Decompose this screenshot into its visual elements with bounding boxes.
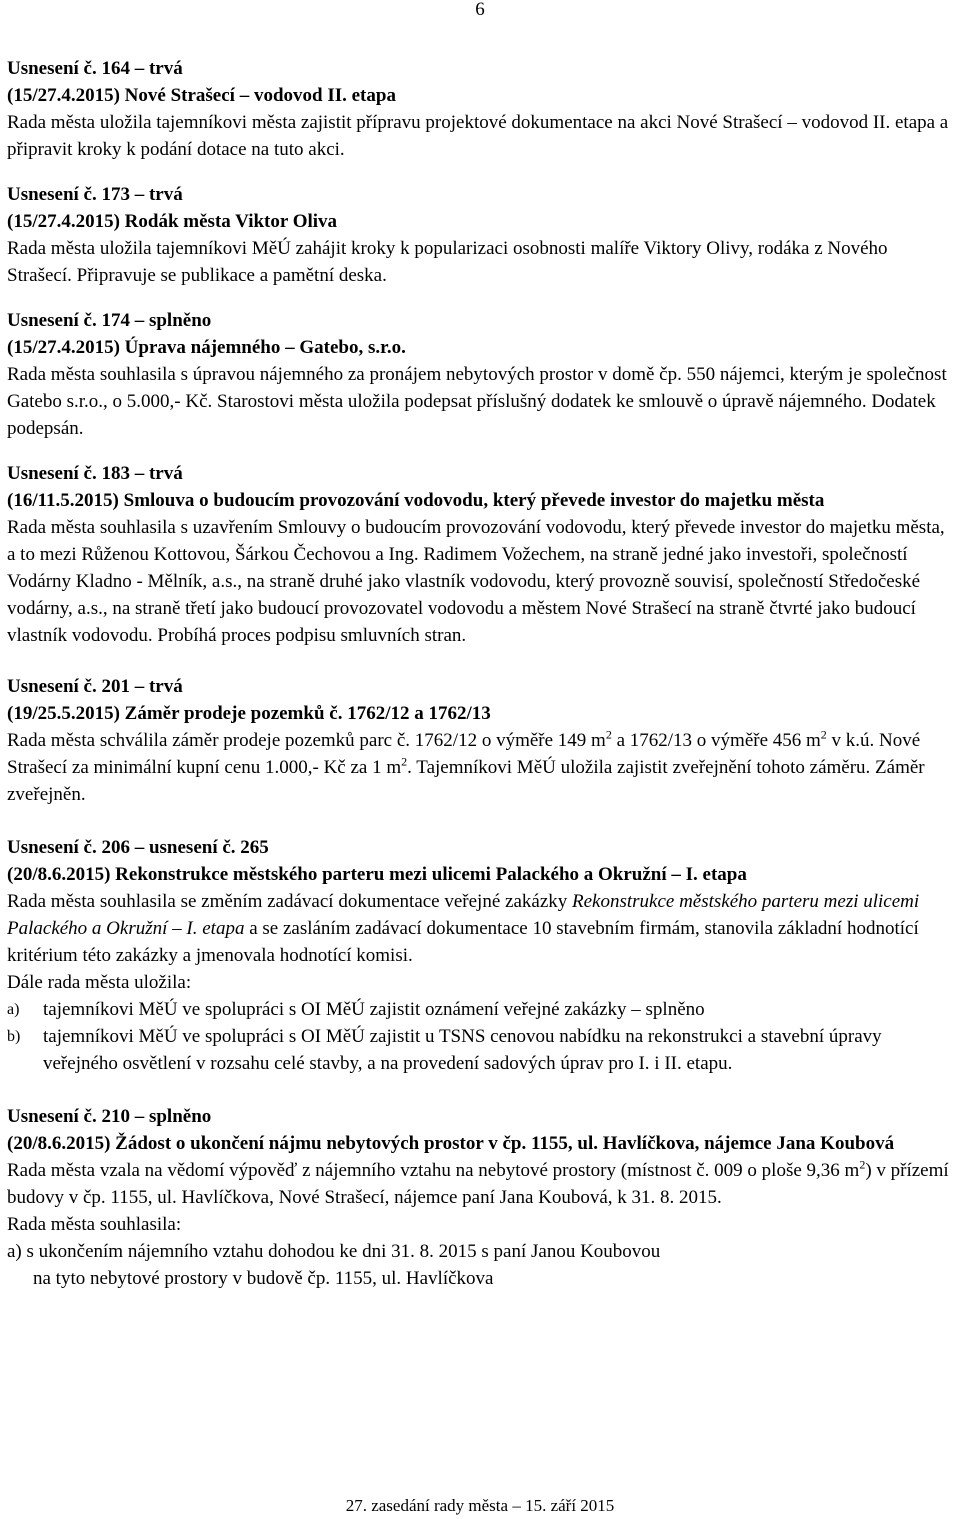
list-item: a) tajemníkovi MěÚ ve spolupráci s OI MěÚ zajistit oznámení veřejné zakázky – splněno (7, 999, 705, 1020)
resolution-heading: Usnesení č. 201 – trvá (7, 676, 183, 697)
resolution-heading: Usnesení č. 173 – trvá (7, 184, 183, 205)
resolution-183 (7, 460, 955, 649)
list-item: a) s ukončením nájemního vztahu dohodou ke dni 31. 8. 2015 s paní Janou Koubovou (7, 1241, 661, 1262)
resolution-text: Rada města vzala na vědomí výpověď z nájemního vztahu na nebytové prostory (místnost č. 009 o ploše 9,36 $m^2$) v přízemí budovy v čp. 1155, ul. Havlíčkova, Nové Strašecí, nájemce paní Jana Koubová, k 31. 8. 2015. (7, 1157, 949, 1208)
resolution-subject: (15/27.4.2015) Nové Strašecí – vodovod II. etapa (7, 85, 396, 106)
resolution-201 (7, 673, 955, 808)
resolution-subject: (15/27.4.2015) Úprava nájemného – Gatebo, s.r.o. (7, 337, 406, 358)
resolution-text: Rada města uložila tajemníkovi města zajistit přípravu projektové dokumentace na akci Nové Strašecí – vodovod II. etapa a připravit kroky k podání dotace na tuto akci. (7, 112, 949, 160)
resolution-text: Rada města uložila tajemníkovi MěÚ zahájit kroky k popularizaci osobnosti malíře Viktory Olivy, rodáka z Nového Strašecí. Připravuje se publikace a pamětní deska. (7, 238, 888, 286)
resolution-subject: (20/8.6.2015) Žádost o ukončení nájmu nebytových prostor v čp. 1155, ul. Havlíčkova, nájemce Jana Koubová (7, 1133, 895, 1154)
resolution-text: Rada města schválila záměr prodeje pozemků parc č. 1762/12 o výměře 149 $m^2$ a 1762/13 o výměře 456 $m^2$ v k.ú. Nové Strašecí za minimální kupní cenu 1.000,- Kč za 1 $m^2$. Tajemníkovi MěÚ uložila zajistit zveřejnění tohoto záměru. Záměr zveřejněn. (7, 727, 925, 805)
resolution-164 (7, 55, 955, 163)
resolution-text-continued: Rada města souhlasila: (7, 1214, 182, 1235)
resolution-subject: (15/27.4.2015) Rodák města Viktor Oliva (7, 211, 338, 232)
list-item-continued: na tyto nebytové prostory v budově čp. 1155, ul. Havlíčkova (33, 1268, 494, 1289)
resolution-subject: (19/25.5.2015) Záměr prodeje pozemků č. 1762/12 a 1762/13 (7, 703, 491, 724)
resolution-heading: Usnesení č. 210 – splněno (7, 1106, 212, 1127)
resolution-206 (7, 834, 955, 1077)
resolution-heading: Usnesení č. 164 – trvá (7, 58, 183, 79)
resolution-173 (7, 181, 955, 289)
task-list (7, 996, 955, 1077)
page-footer: 27. zasedání rady města – 15. září 2015 (345, 1496, 615, 1515)
resolution-text: Rada města souhlasila s úpravou nájemného za pronájem nebytových prostor v domě čp. 550 nájemci, kterým je společnost Gatebo s.r.o., o 5.000,- Kč. Starostovi města uložila podepsat příslušný dodatek ke smlouvě o úpravě nájemného. Dodatek podepsán. (7, 364, 947, 439)
resolution-heading: Usnesení č. 206 – usnesení č. 265 (7, 837, 269, 858)
resolution-subject: (16/11.5.2015) Smlouva o budoucím provozování vodovodu, který převede investor do majetku města (7, 490, 825, 511)
document-body (7, 55, 955, 1310)
list-item: b) tajemníkovi MěÚ ve spolupráci s OI MěÚ zajistit u TSNS cenovou nabídku na rekonstrukci a stavební úpravy veřejného osvětlení v rozsahu celé stavby, a na provedení sadových úprav pro I. i II. etapu. (7, 1026, 882, 1074)
resolution-text: Rada města souhlasila s uzavřením Smlouvy o budoucím provozování vodovodu, který převede investor do majetku města, a to mezi Růženou Kottovou, Šárkou Čechovou a Ing. Radimem Vožechem, na straně jedné jako investoři, společností Vodárny Kladno - Mělník, a.s., na straně druhé jako vlastník vodovodu, který provozně souvisí, společností Středočeské vodárny, a.s., na straně třetí jako budoucí provozovatel vodovodu a městem Nové Strašecí na straně čtvrté jako budoucí vlastník vodovodu. Probíhá proces podpisu smluvních stran. (7, 517, 945, 646)
resolution-heading: Usnesení č. 183 – trvá (7, 463, 183, 484)
resolution-heading: Usnesení č. 174 – splněno (7, 310, 212, 331)
page-number: 6 (475, 0, 485, 20)
resolution-text-continued: Dále rada města uložila: (7, 972, 192, 993)
resolution-210 (7, 1103, 955, 1292)
resolution-text: Rada města souhlasila se změním zadávací dokumentace veřejné zakázky Rekonstrukce městského parteru mezi ulicemi Palackého a Okružní – I. etapa a se zasláním zadávací dokumentace 10 stavebním firmám, stanovila základní hodnotící kritérium této zakázky a jmenovala hodnotící komisi. (7, 891, 920, 966)
resolution-174 (7, 307, 955, 442)
resolution-subject: (20/8.6.2015) Rekonstrukce městského parteru mezi ulicemi Palackého a Okružní – I. etapa (7, 864, 747, 885)
